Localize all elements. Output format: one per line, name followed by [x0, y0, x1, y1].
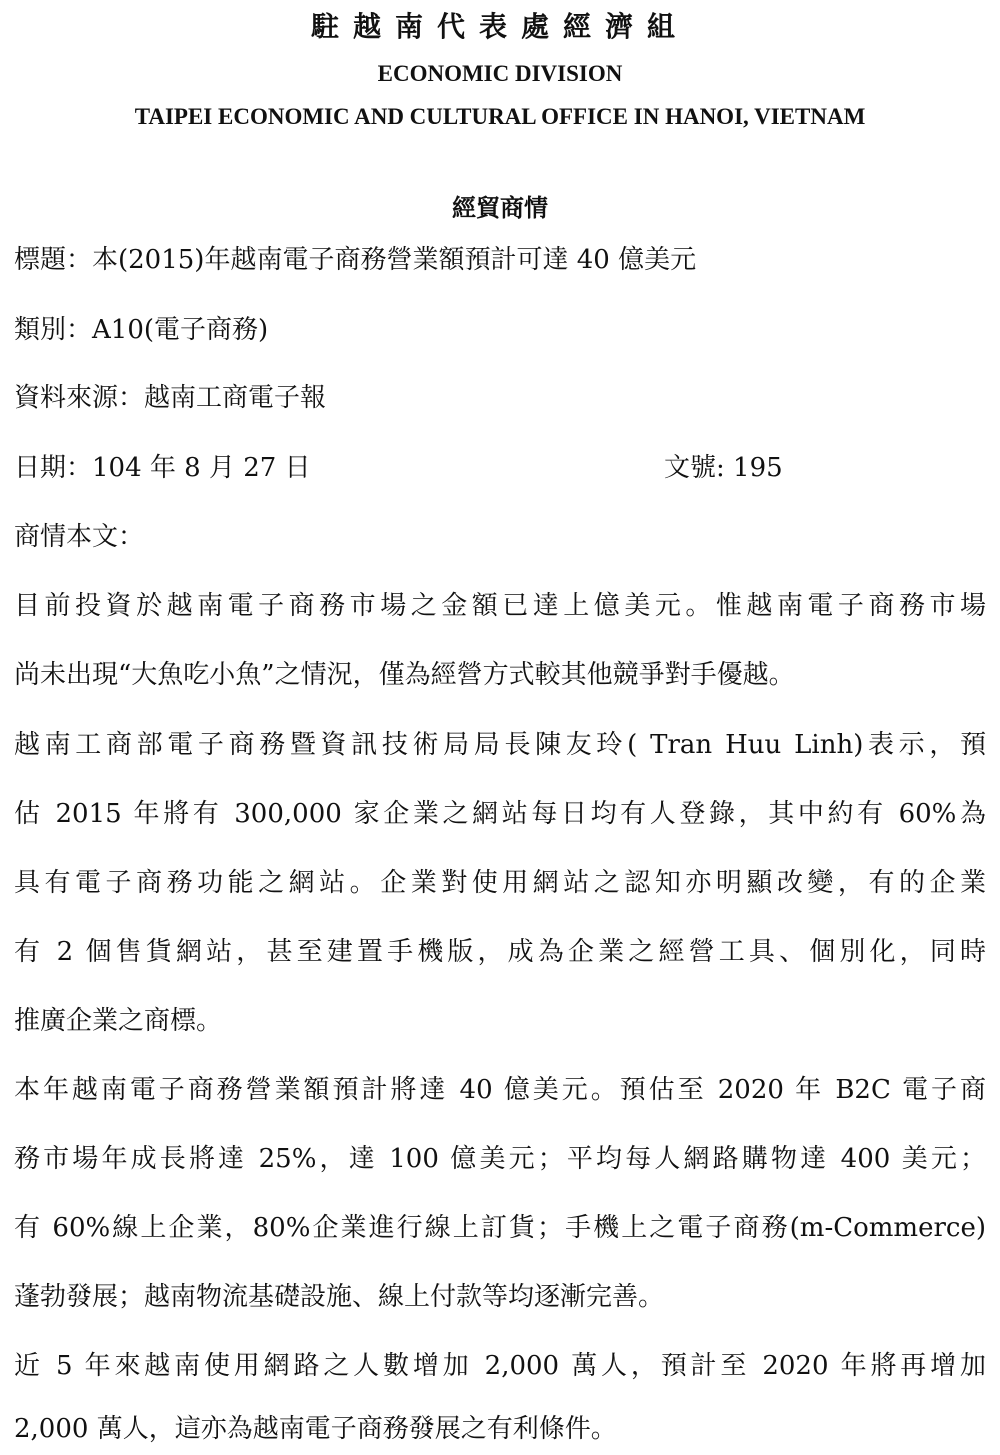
document-type-heading: 經貿商情	[452, 193, 548, 222]
paragraph-4-line-2: 2,000 萬人，這亦為越南電子商務發展之有利條件。	[14, 1414, 617, 1444]
report-title: 標題：本(2015)年越南電子商務營業額預計可達 40 億美元	[14, 245, 697, 275]
org-name-chinese: 駐越南代表處經濟組	[310, 10, 689, 43]
paragraph-4-line-1: 近 5 年來越南使用網路之人數增加 2,000 萬人，預計至 2020 年將再增加	[14, 1351, 986, 1381]
org-name-english-division: ECONOMIC DIVISION	[377, 61, 623, 86]
org-name-english-office: TAIPEI ECONOMIC AND CULTURAL OFFICE IN HANOI, VIETNAM	[134, 104, 866, 129]
paragraph-2-line-2: 估 2015 年將有 300,000 家企業之網站每日均有人登錄，其中約有 60%為	[14, 799, 986, 829]
report-date: 日期：104 年 8 月 27 日	[14, 453, 311, 483]
paragraph-3-line-1: 本年越南電子商務營業額預計將達 40 億美元。預估至 2020 年 B2C 電子商	[14, 1075, 986, 1105]
report-category: 類別：A10(電子商務)	[14, 315, 269, 345]
paragraph-2-line-1: 越南工商部電子商務暨資訊技術局局長陳友玲( Tran Huu Linh)表示，預	[14, 730, 986, 760]
paragraph-2-line-4: 有 2 個售貨網站，甚至建置手機版，成為企業之經營工具、個別化，同時	[14, 937, 986, 967]
paragraph-3-line-4: 蓬勃發展；越南物流基礎設施、線上付款等均逐漸完善。	[14, 1282, 665, 1312]
paragraph-2-line-5: 推廣企業之商標。	[14, 1006, 223, 1036]
paragraph-1-line-1: 目前投資於越南電子商務市場之金額已達上億美元。惟越南電子商務市場	[14, 591, 986, 621]
paragraph-2-line-3: 具有電子商務功能之網站。企業對使用網站之認知亦明顯改變，有的企業	[14, 868, 986, 898]
paragraph-3-line-3: 有 60%線上企業，80%企業進行線上訂貨；手機上之電子商務(m-Commerce)	[14, 1213, 986, 1243]
paragraph-1-line-2: 尚未出現“大魚吃小魚”之情況，僅為經營方式較其他競爭對手優越。	[14, 660, 795, 690]
report-source: 資料來源：越南工商電子報	[14, 383, 327, 413]
body-heading: 商情本文：	[14, 522, 145, 552]
report-document-number: 文號: 195	[664, 453, 783, 483]
paragraph-3-line-2: 務市場年成長將達 25%，達 100 億美元；平均每人網路購物達 400 美元；	[14, 1144, 986, 1174]
